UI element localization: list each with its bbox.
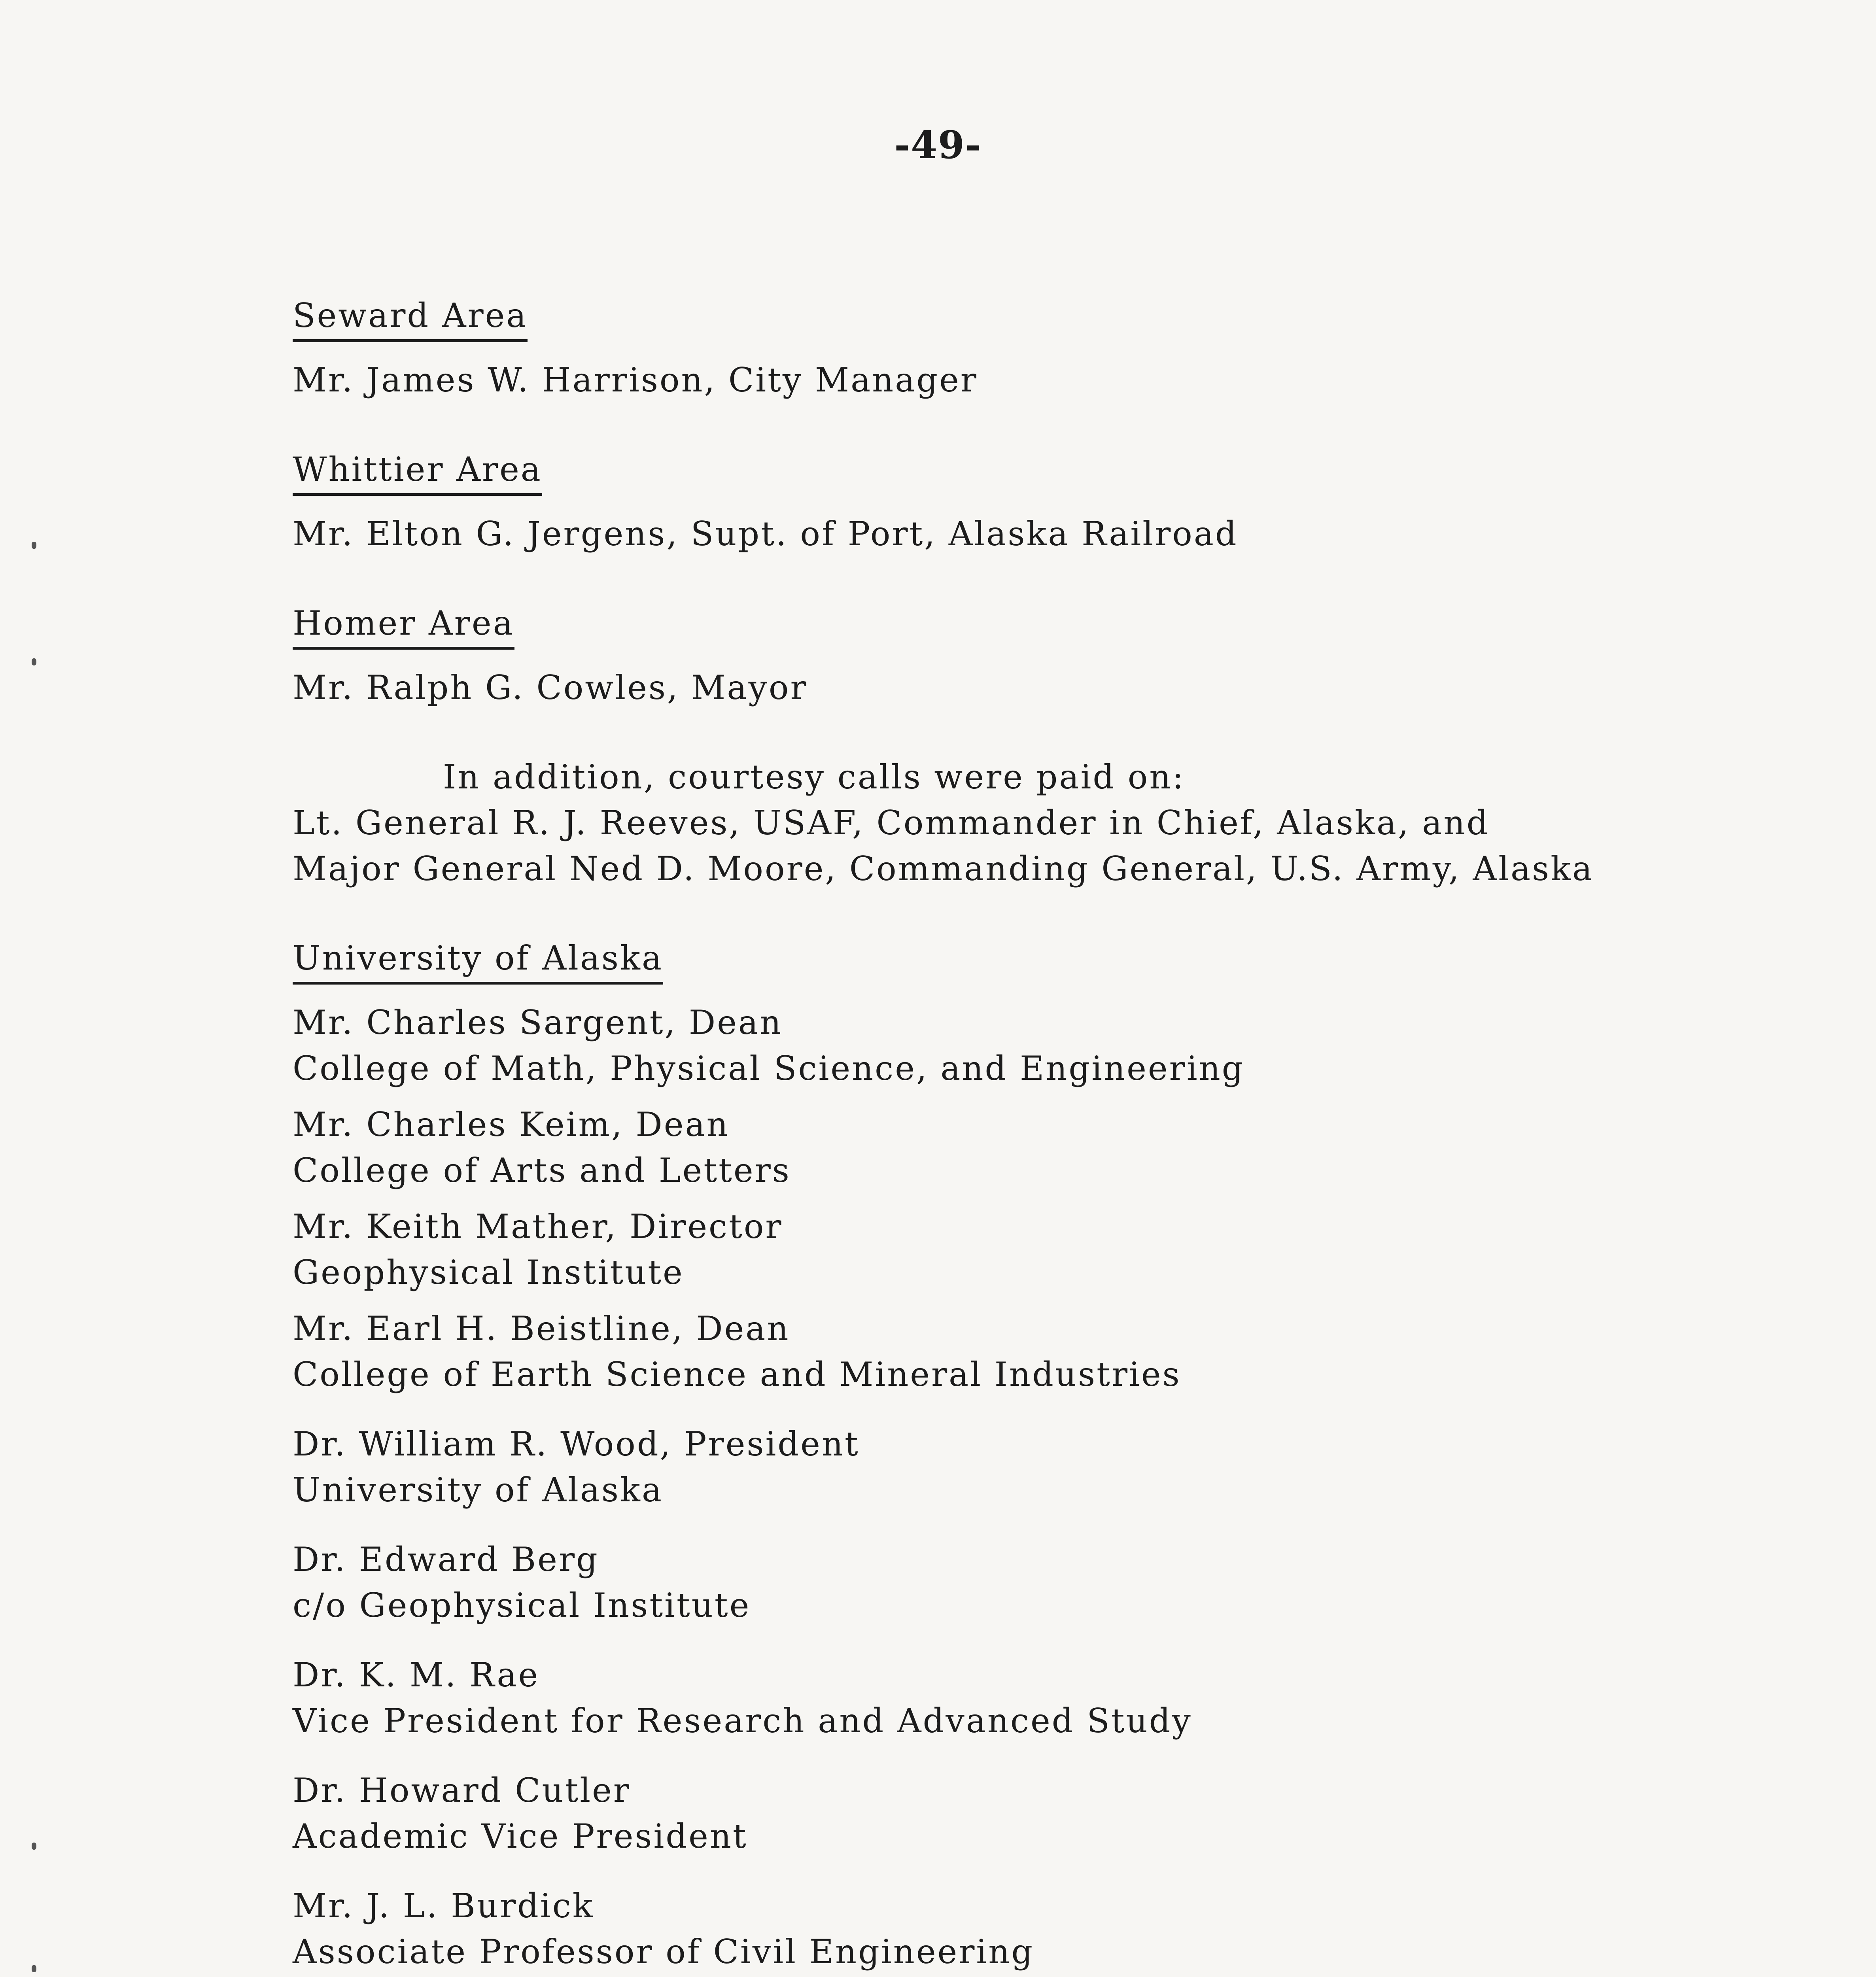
section-university (293, 935, 1795, 1977)
entry-name: Dr. Howard Cutler (293, 1771, 631, 1810)
entry-name: Dr. Edward Berg (293, 1540, 599, 1579)
entry-name: Mr. J. L. Burdick (293, 1886, 594, 1925)
courtesy-line: Lt. General R. J. Reeves, USAF, Commander in Chief, Alaska, and (293, 803, 1490, 842)
university-entry (293, 1652, 1795, 1744)
entry-name: Mr. Earl H. Beistline, Dean (293, 1309, 790, 1348)
university-entry (293, 1306, 1795, 1397)
entry-title: College of Earth Science and Mineral Industries (293, 1355, 1181, 1394)
section-seward (293, 293, 1795, 403)
entry-title: Associate Professor of Civil Engineering (293, 1932, 1034, 1971)
entry-name: Dr. K. M. Rae (293, 1656, 540, 1694)
entry-name: Mr. Charles Sargent, Dean (293, 1003, 783, 1042)
section-heading-university: University of Alaska (293, 937, 663, 985)
entry-title: Academic Vice President (293, 1817, 748, 1856)
scan-speck (32, 658, 36, 665)
contact-line: Mr. Elton G. Jergens, Supt. of Port, Alaska Railroad (293, 514, 1238, 553)
courtesy-calls-paragraph (293, 754, 1795, 892)
courtesy-intro: In addition, courtesy calls were paid on: (443, 758, 1185, 796)
entry-title: Geophysical Institute (293, 1253, 684, 1292)
contact-line: Mr. Ralph G. Cowles, Mayor (293, 668, 808, 707)
entry-title: University of Alaska (293, 1470, 664, 1509)
scan-speck (32, 1843, 36, 1850)
university-entry (293, 1537, 1795, 1628)
university-entry (293, 1767, 1795, 1859)
section-heading-whittier: Whittier Area (293, 448, 542, 496)
university-entry (293, 1883, 1795, 1975)
entry-name: Mr. Keith Mather, Director (293, 1207, 783, 1246)
university-entry (293, 1421, 1795, 1513)
courtesy-line: Major General Ned D. Moore, Commanding General, U.S. Army, Alaska (293, 849, 1594, 888)
entry-name: Dr. William R. Wood, President (293, 1425, 860, 1463)
entry-title: c/o Geophysical Institute (293, 1586, 751, 1625)
university-entry (293, 1000, 1795, 1091)
entry-title: College of Math, Physical Science, and Engineering (293, 1049, 1245, 1088)
section-heading-seward: Seward Area (293, 294, 528, 342)
section-homer (293, 600, 1795, 711)
entry-title: Vice President for Research and Advanced Study (293, 1701, 1192, 1740)
section-heading-homer: Homer Area (293, 602, 514, 650)
university-entry (293, 1102, 1795, 1193)
entry-title: College of Arts and Letters (293, 1151, 791, 1190)
scan-speck (32, 542, 36, 549)
section-whittier (293, 446, 1795, 557)
scan-speck (32, 1965, 36, 1972)
entry-name: Mr. Charles Keim, Dean (293, 1105, 730, 1144)
university-entry (293, 1204, 1795, 1295)
contact-line: Mr. James W. Harrison, City Manager (293, 361, 978, 399)
page-number: -49- (894, 123, 982, 167)
page-content (293, 293, 1795, 1977)
